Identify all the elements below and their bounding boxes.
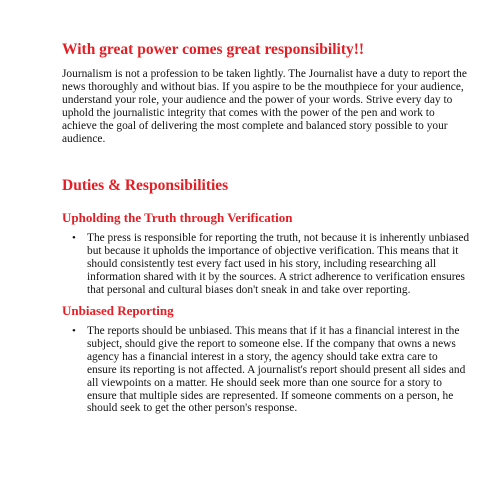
section-heading: Duties & Responsibilities [62,177,229,195]
bullet-icon: • [72,232,76,245]
intro-paragraph: Journalism is not a profession to be taken lightly. The Journalist have a duty to report the news thoroughly and without bias. If you aspire to be the mouthpiece for your audience, understand your role, your audience and the power of your words. Strive every day to uphold the journalistic integrity that comes with the power of the pen and work to achieve the goal of delivering the most complete and balanced story possible to your audience. [62,68,467,145]
bullet-text: The reports should be unbiased. This means that if it has a financial interest in the subject, should give the report to someone else. If the company that owns a news agency has a financial interest in a story, the agency should take extra care to ensure its reporting is not affected. A journalist's report should present all sides and all viewpoints on a matter. He should seek more than one source for a story to ensure that multiple sides are represented. If someone comments on a person, he should seek to get the other person's response. [87,324,466,415]
bullet-item [62,232,470,297]
bullet-icon: • [72,324,76,337]
subsection-heading-verification: Upholding the Truth through Verification [62,210,293,226]
bullet-list-verification [62,232,470,297]
main-heading: With great power comes great responsibility!! [62,41,365,58]
bullet-item [62,325,470,415]
subsection-heading-unbiased: Unbiased Reporting [62,302,174,318]
bullet-list-unbiased [62,325,470,415]
bullet-text: The press is responsible for reporting the truth, not because it is inherently unbiased but because it upholds the importance of objective verification. This means that it should consistently test every fact used in his story, including researching all information shared with it by the sources. A strict adherence to verification ensures that personal and cultural biases don't sneak in and take over reporting. [87,232,470,297]
document-page [62,40,470,415]
